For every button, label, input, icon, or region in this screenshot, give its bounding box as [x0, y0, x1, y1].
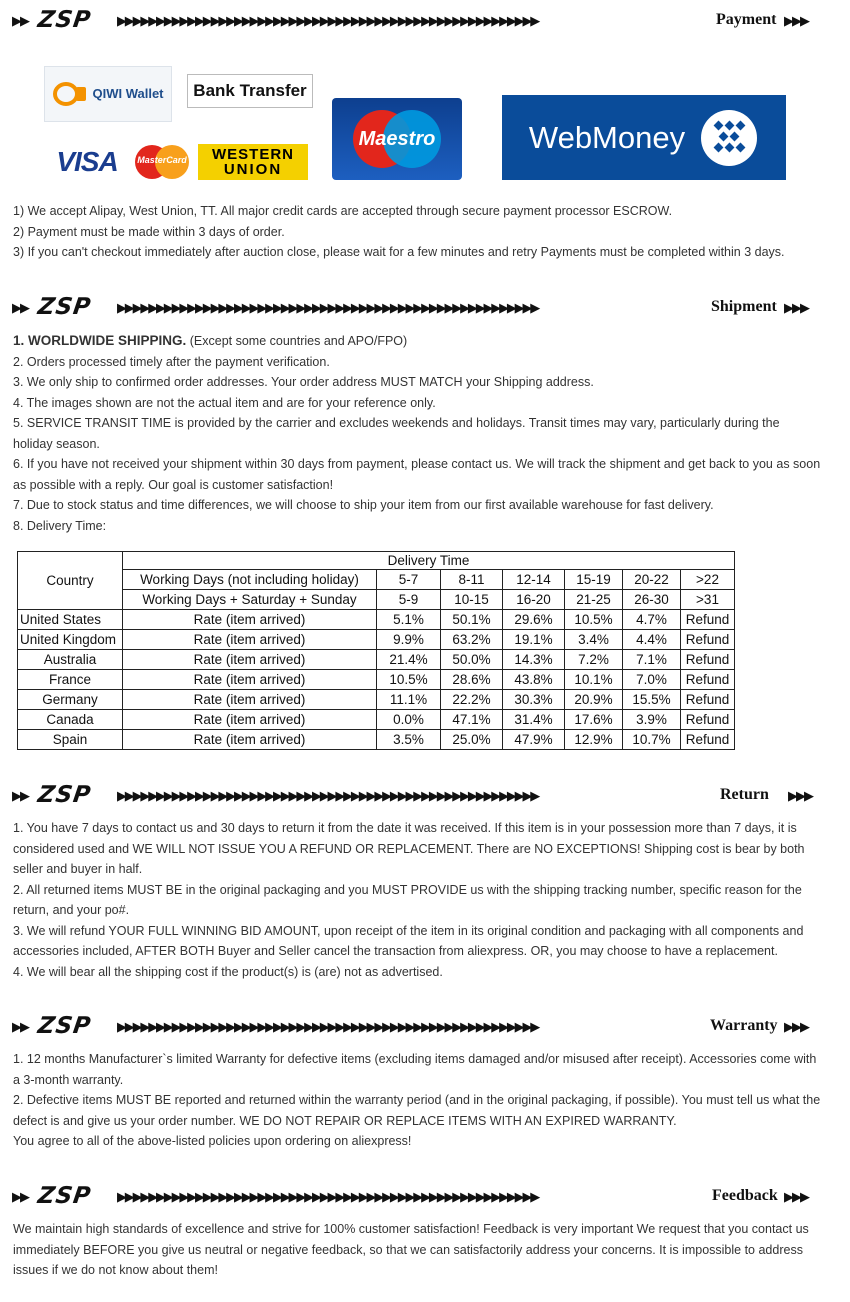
section-title: Feedback: [712, 1187, 778, 1204]
rate-label-cell: Rate (item arrived): [123, 650, 377, 670]
country-cell: Germany: [18, 690, 123, 710]
shipment-item: 3. We only ship to confirmed order addresses. Your order address MUST MATCH your Shipping address.: [13, 375, 594, 389]
visa-label: VISA: [56, 146, 118, 177]
payment-item: 2) Payment must be made within 3 days of order.: [13, 224, 285, 239]
rate-value-cell: 7.0%: [623, 670, 681, 690]
maestro-label: Maestro: [358, 128, 436, 150]
rate-value-cell: 47.9%: [503, 730, 565, 750]
rate-value-cell: 3.5%: [377, 730, 441, 750]
rate-value-cell: Refund: [681, 610, 735, 630]
arrow-decoration: ▶▶▶▶▶▶▶▶▶▶▶▶▶▶▶▶▶▶▶▶▶▶▶▶▶▶▶▶▶▶▶▶▶▶▶▶▶▶▶▶▶▶▶▶▶▶▶▶▶▶▶▶▶▶: [117, 1190, 539, 1204]
table-row: [18, 570, 735, 590]
shipment-item: 2. Orders processed timely after the payment verification.: [13, 354, 330, 369]
warranty-item: 1. 12 months Manufacturer`s limited Warranty for defective items (excluding items damaged and/or misused after receipt). Accessories come with a 3-month warranty.: [13, 1052, 817, 1087]
arrow-decoration: ▶▶▶: [784, 13, 808, 28]
country-header: Country: [18, 552, 123, 610]
rate-value-cell: Refund: [681, 630, 735, 650]
range-cell: 26-30: [623, 590, 681, 610]
rate-value-cell: 17.6%: [565, 710, 623, 730]
arrow-decoration: ▶▶: [12, 1019, 28, 1034]
bank-transfer-label: Bank Transfer: [193, 81, 307, 100]
rate-value-cell: 28.6%: [441, 670, 503, 690]
rate-value-cell: 7.1%: [623, 650, 681, 670]
section-header-feedback: [12, 1183, 822, 1209]
visa-logo: [48, 142, 126, 182]
rate-value-cell: 4.4%: [623, 630, 681, 650]
rate-value-cell: 11.1%: [377, 690, 441, 710]
rate-value-cell: 21.4%: [377, 650, 441, 670]
rate-value-cell: 5.1%: [377, 610, 441, 630]
range-cell: 16-20: [503, 590, 565, 610]
zsp-logo: ZSP: [36, 294, 93, 320]
return-item: 4. We will bear all the shipping cost if the product(s) is (are) not as advertised.: [13, 964, 443, 979]
section-header-return: [12, 782, 822, 808]
shipment-policy: [13, 331, 821, 536]
section-header-payment: [12, 7, 822, 33]
bank-transfer-logo: [187, 74, 313, 108]
shipment-item: 5. SERVICE TRANSIT TIME is provided by the carrier and excludes weekends and holidays. Transit times may vary, particularly during the holiday season.: [13, 416, 780, 451]
range-cell: 5-7: [377, 570, 441, 590]
payment-item: 1) We accept Alipay, West Union, TT. All major credit cards are accepted through secure payment processor ESCROW.: [13, 204, 673, 218]
warranty-policy: [13, 1049, 821, 1152]
rate-value-cell: 10.5%: [565, 610, 623, 630]
mastercard-logo: [130, 142, 194, 182]
section-header-warranty: [12, 1013, 822, 1039]
section-title: Shipment: [711, 298, 777, 315]
country-cell: France: [18, 670, 123, 690]
rate-value-cell: 10.1%: [565, 670, 623, 690]
rate-value-cell: 43.8%: [503, 670, 565, 690]
rate-label-cell: Rate (item arrived): [123, 610, 377, 630]
western-label: WESTERN: [212, 146, 294, 163]
arrow-decoration: ▶▶▶▶▶▶▶▶▶▶▶▶▶▶▶▶▶▶▶▶▶▶▶▶▶▶▶▶▶▶▶▶▶▶▶▶▶▶▶▶▶▶▶▶▶▶▶▶▶▶▶▶▶▶: [117, 1020, 539, 1034]
shipment-item: 7. Due to stock status and time differences, we will choose to ship your item from our first available warehouse for fast delivery.: [13, 498, 714, 512]
rate-value-cell: Refund: [681, 730, 735, 750]
rate-value-cell: 7.2%: [565, 650, 623, 670]
return-item: 2. All returned items MUST BE in the original packaging and you MUST PROVIDE us with the shipping tracking number, specific reason for the return, and your po#.: [13, 882, 802, 917]
arrow-decoration: ▶▶▶: [784, 300, 808, 315]
range-cell: >22: [681, 570, 735, 590]
delivery-time-header: Delivery Time: [123, 552, 735, 570]
rate-value-cell: 50.1%: [441, 610, 503, 630]
rate-value-cell: 15.5%: [623, 690, 681, 710]
arrow-decoration: ▶▶: [12, 1189, 28, 1204]
table-row: [18, 610, 735, 630]
payment-item: 3) If you can't checkout immediately after auction close, please wait for a few minutes and retry Payments must be completed within 3 days.: [13, 245, 785, 259]
table-row: [18, 552, 735, 570]
country-cell: Spain: [18, 730, 123, 750]
rate-value-cell: 20.9%: [565, 690, 623, 710]
country-cell: United Kingdom: [18, 630, 123, 650]
arrow-decoration: ▶▶▶▶▶▶▶▶▶▶▶▶▶▶▶▶▶▶▶▶▶▶▶▶▶▶▶▶▶▶▶▶▶▶▶▶▶▶▶▶▶▶▶▶▶▶▶▶▶▶▶▶▶▶: [117, 14, 539, 28]
range-cell: 8-11: [441, 570, 503, 590]
rate-value-cell: Refund: [681, 690, 735, 710]
table-row: [18, 650, 735, 670]
webmoney-logo: [502, 95, 786, 180]
payment-logos: [30, 52, 820, 194]
arrow-decoration: ▶▶▶▶▶▶▶▶▶▶▶▶▶▶▶▶▶▶▶▶▶▶▶▶▶▶▶▶▶▶▶▶▶▶▶▶▶▶▶▶▶▶▶▶▶▶▶▶▶▶▶▶▶▶: [117, 789, 539, 803]
rate-value-cell: 19.1%: [503, 630, 565, 650]
western-union-logo: [198, 144, 308, 180]
mastercard-label: MasterCard: [137, 155, 187, 165]
return-item: 1. You have 7 days to contact us and 30 days to return it from the date it was received. If this item is in your possession more than 7 days, it is considered used and WE WILL NOT ISSUE YOU A REFUND OR REPLACEMENT. There are NO EXCEPTIONS! Shipping cost is bear by both seller and buyer in half.: [13, 821, 805, 876]
maestro-logo: [332, 98, 462, 180]
rate-label-cell: Rate (item arrived): [123, 710, 377, 730]
rate-value-cell: 12.9%: [565, 730, 623, 750]
table-row: [18, 590, 735, 610]
rate-label-cell: Rate (item arrived): [123, 630, 377, 650]
rate-label-cell: Rate (item arrived): [123, 670, 377, 690]
rate-value-cell: 30.3%: [503, 690, 565, 710]
worldwide-shipping-note: (Except some countries and APO/FPO): [186, 334, 408, 348]
arrow-decoration: ▶▶: [12, 300, 28, 315]
rate-value-cell: 3.9%: [623, 710, 681, 730]
shipment-item: 4. The images shown are not the actual item and are for your reference only.: [13, 395, 436, 410]
section-title: Return: [720, 786, 769, 803]
section-title: Payment: [716, 11, 777, 28]
rate-value-cell: 10.7%: [623, 730, 681, 750]
shipment-item: 8. Delivery Time:: [13, 518, 107, 533]
range-cell: 15-19: [565, 570, 623, 590]
table-row: [18, 670, 735, 690]
arrow-decoration: ▶▶▶: [788, 788, 812, 803]
qiwi-icon: [52, 80, 88, 108]
table-row: [18, 730, 735, 750]
warranty-item: 2. Defective items MUST BE reported and returned within the warranty period (and in the original packaging, if possible). You must tell us what the defect is and give us your order number. WE DO NOT REPAIR OR REPLACE ITEMS WITH AN EXPIRED WARRANTY.: [13, 1093, 821, 1128]
worldwide-shipping-heading: 1. WORLDWIDE SHIPPING.: [13, 333, 187, 348]
zsp-logo: ZSP: [36, 782, 93, 808]
shipment-item: [13, 331, 821, 352]
rate-value-cell: Refund: [681, 670, 735, 690]
qiwi-wallet-logo: [44, 66, 172, 122]
rate-value-cell: 63.2%: [441, 630, 503, 650]
rate-value-cell: 14.3%: [503, 650, 565, 670]
rate-value-cell: 50.0%: [441, 650, 503, 670]
webmoney-globe-icon: [699, 108, 759, 168]
warranty-item: You agree to all of the above-listed policies upon ordering on aliexpress!: [13, 1134, 412, 1148]
rate-value-cell: 0.0%: [377, 710, 441, 730]
country-cell: Canada: [18, 710, 123, 730]
rate-value-cell: 3.4%: [565, 630, 623, 650]
zsp-logo: ZSP: [36, 1013, 93, 1039]
rate-label-cell: Rate (item arrived): [123, 690, 377, 710]
union-label: UNION: [223, 161, 283, 178]
section-header-shipment: [12, 294, 822, 320]
table-row: [18, 690, 735, 710]
range-cell: 10-15: [441, 590, 503, 610]
arrow-decoration: ▶▶: [12, 788, 28, 803]
range-cell: 20-22: [623, 570, 681, 590]
arrow-decoration: ▶▶▶: [784, 1189, 808, 1204]
zsp-logo: ZSP: [36, 1183, 93, 1209]
country-cell: United States: [18, 610, 123, 630]
shipment-item: 6. If you have not received your shipment within 30 days from payment, please contact us. We will track the shipment and get back to you as soon as possible with a reply. Our goal is customer satisfaction!: [13, 457, 821, 492]
feedback-item: We maintain high standards of excellence and strive for 100% customer satisfaction! Feedback is very important We request that you contact us immediately BEFORE you give us neutral or negative feedback, so that we can satisfactorily address your concerns. It is impossible to address issues if we do not know about them!: [13, 1222, 809, 1277]
rate-value-cell: 31.4%: [503, 710, 565, 730]
table-row: [18, 630, 735, 650]
payment-policy: [13, 201, 821, 263]
rate-label-cell: Rate (item arrived): [123, 730, 377, 750]
rate-value-cell: 47.1%: [441, 710, 503, 730]
row-label: Working Days (not including holiday): [123, 570, 377, 590]
section-title: Warranty: [710, 1017, 778, 1034]
webmoney-label: WebMoney: [528, 119, 686, 155]
range-cell: 12-14: [503, 570, 565, 590]
rate-value-cell: 4.7%: [623, 610, 681, 630]
rate-value-cell: 25.0%: [441, 730, 503, 750]
country-cell: Australia: [18, 650, 123, 670]
range-cell: >31: [681, 590, 735, 610]
range-cell: 21-25: [565, 590, 623, 610]
rate-value-cell: Refund: [681, 710, 735, 730]
arrow-decoration: ▶▶: [12, 13, 28, 28]
feedback-policy: [13, 1219, 821, 1281]
rate-value-cell: Refund: [681, 650, 735, 670]
arrow-decoration: ▶▶▶: [784, 1019, 808, 1034]
rate-value-cell: 29.6%: [503, 610, 565, 630]
table-row: [18, 710, 735, 730]
rate-value-cell: 22.2%: [441, 690, 503, 710]
return-item: 3. We will refund YOUR FULL WINNING BID AMOUNT, upon receipt of the item in its original condition and packaging with all components and accessories included, AFTER BOTH Buyer and Seller cancel the transaction from aliexpress. OR, you may choose to have a replacement.: [13, 923, 804, 958]
zsp-logo: ZSP: [36, 7, 93, 33]
qiwi-label: QIWI Wallet: [92, 86, 164, 101]
rate-value-cell: 10.5%: [377, 670, 441, 690]
delivery-time-table: [17, 551, 735, 750]
rate-value-cell: 9.9%: [377, 630, 441, 650]
arrow-decoration: ▶▶▶▶▶▶▶▶▶▶▶▶▶▶▶▶▶▶▶▶▶▶▶▶▶▶▶▶▶▶▶▶▶▶▶▶▶▶▶▶▶▶▶▶▶▶▶▶▶▶▶▶▶▶: [117, 301, 539, 315]
range-cell: 5-9: [377, 590, 441, 610]
row-label: Working Days + Saturday + Sunday: [123, 590, 377, 610]
return-policy: [13, 818, 821, 982]
